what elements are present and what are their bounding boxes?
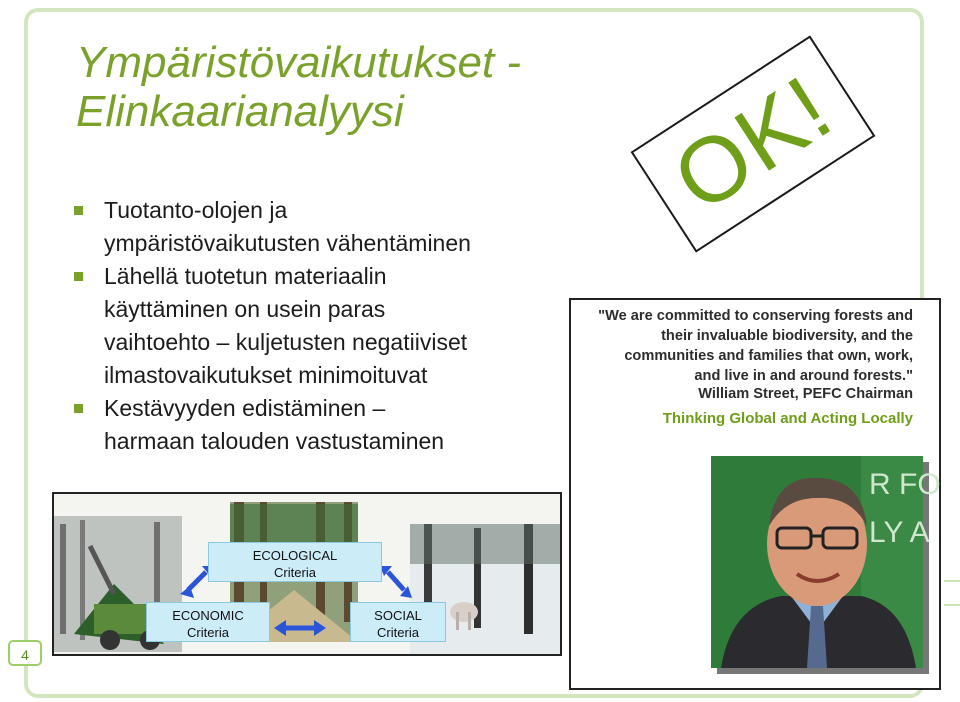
criteria-subtitle: Criteria <box>274 565 316 580</box>
sustainability-criteria-diagram <box>52 492 562 656</box>
criteria-title: ECONOMIC <box>172 608 244 623</box>
bullet-item <box>74 260 564 392</box>
background-letters: R FO <box>869 468 941 501</box>
quote-line: their invaluable biodiversity, and the <box>661 328 913 344</box>
criteria-title: SOCIAL <box>374 608 422 623</box>
bullet-text: Lähellä tuotetun materiaalin <box>104 263 387 289</box>
criteria-subtitle: Criteria <box>187 625 229 640</box>
title-line-2: Elinkaarianalyysi <box>76 87 404 136</box>
quote-author: William Street, PEFC Chairman <box>698 386 913 402</box>
quote-text <box>573 306 913 386</box>
bullet-text: vaihtoehto – kuljetusten negatiiviset <box>104 329 468 355</box>
economic-criteria-box <box>146 602 270 642</box>
pefc-quote-card <box>569 298 941 690</box>
quote-line: and live in and around forests." <box>694 368 913 384</box>
title-line-1: Ympäristövaikutukset - <box>76 38 522 87</box>
bullet-text: Kestävyyden edistäminen – <box>104 395 386 421</box>
background-letters: LY A <box>869 516 930 549</box>
portrait-illustration <box>711 456 941 668</box>
bullet-item <box>74 194 564 260</box>
social-criteria-box <box>350 602 446 642</box>
square-bullet-icon <box>74 404 83 413</box>
ok-stamp-text: OK! <box>656 56 850 232</box>
criteria-subtitle: Criteria <box>377 625 419 640</box>
ecological-criteria-box <box>208 542 382 582</box>
decorative-line <box>944 580 960 582</box>
bullet-text: ilmastovaikutukset minimoituvat <box>104 362 428 388</box>
quote-line: "We are committed to conserving forests and <box>598 308 913 324</box>
quote-line: communities and families that own, work, <box>624 348 913 364</box>
chairman-photo <box>711 456 941 668</box>
square-bullet-icon <box>74 272 83 281</box>
bullet-text: Tuotanto-olojen ja <box>104 197 288 223</box>
bullet-list <box>74 194 564 458</box>
square-bullet-icon <box>74 206 83 215</box>
slide-title <box>76 38 521 136</box>
bullet-text: harmaan talouden vastustaminen <box>104 428 445 454</box>
quote-tagline: Thinking Global and Acting Locally <box>662 410 913 427</box>
bullet-item <box>74 392 564 458</box>
decorative-line <box>944 604 960 606</box>
page-number: 4 <box>8 640 42 666</box>
arrow-icon <box>380 566 412 598</box>
criteria-title: ECOLOGICAL <box>252 548 338 563</box>
bullet-text: ympäristövaikutusten vähentäminen <box>104 230 471 256</box>
bullet-text: käyttäminen on usein paras <box>104 296 386 322</box>
